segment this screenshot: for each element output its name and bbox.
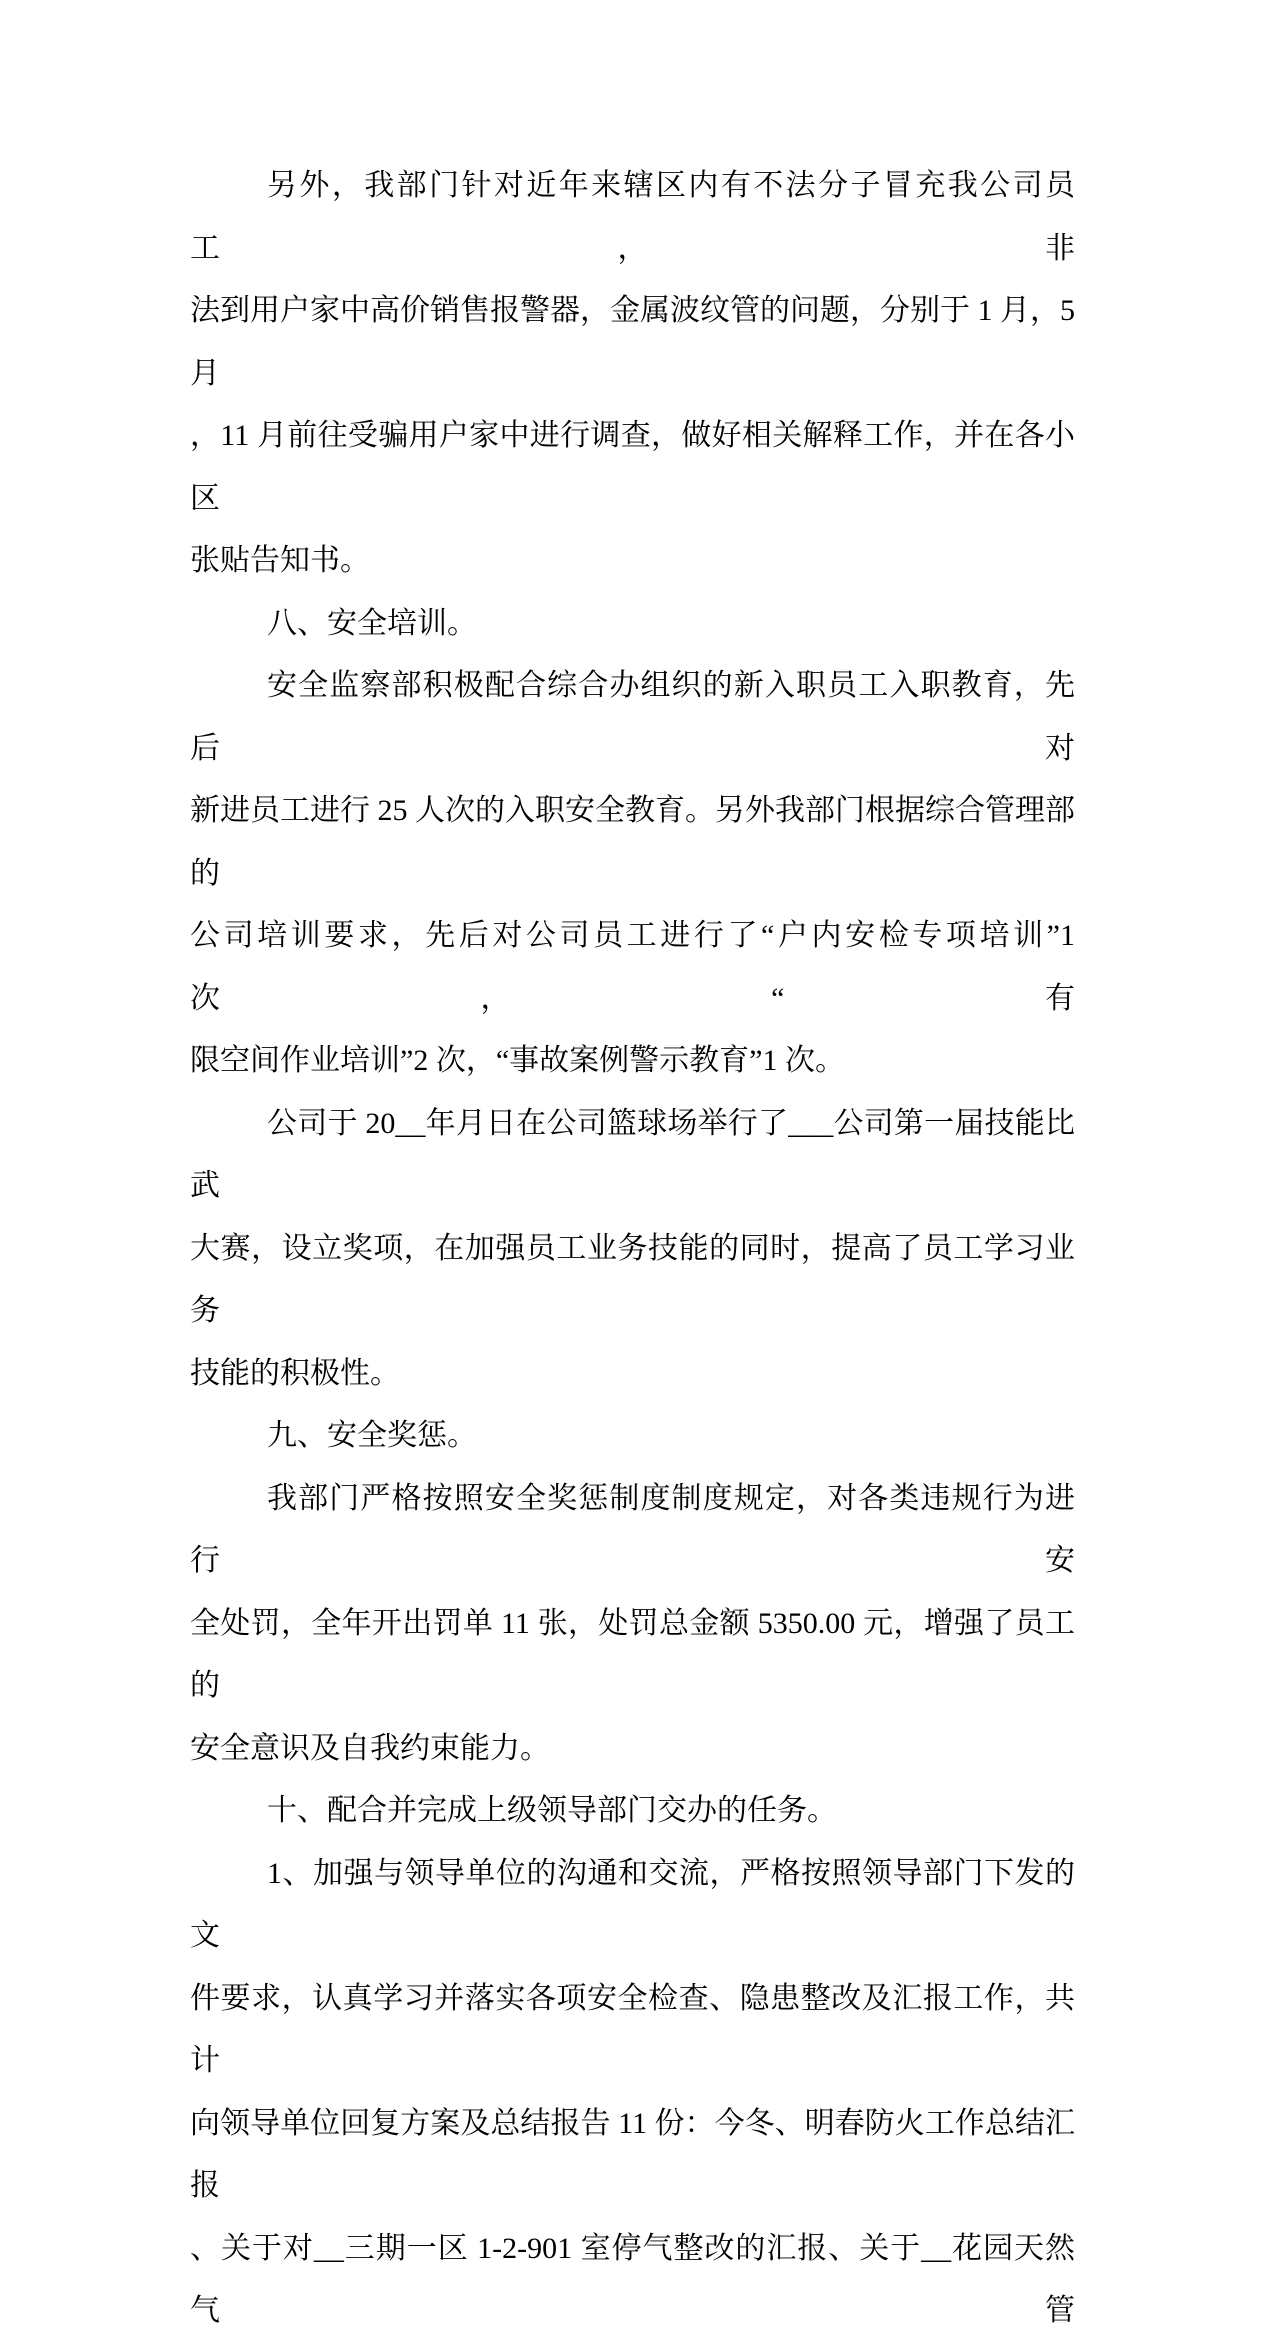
text-line: 安全意识及自我约束能力。 xyxy=(190,1731,550,1765)
paragraph xyxy=(190,593,1075,656)
document-body xyxy=(190,155,1075,2343)
text-line: 向领导单位回复方案及总结报告 11 份：今冬、明春防火工作总结汇报 xyxy=(190,2106,1075,2202)
text-line: 全处罚，全年开出罚单 11 张，处罚总金额 5350.00 元，增强了员工的 xyxy=(190,1606,1075,1702)
text-line: 限空间作业培训”2 次，“事故案例警示教育”1 次。 xyxy=(190,1044,845,1077)
text-line: ，11 月前往受骗用户家中进行调查，做好相关解释工作，并在各小区 xyxy=(190,419,1075,515)
text-line: 1、加强与领导单位的沟通和交流，严格按照领导部门下发的文 xyxy=(190,1856,1075,1952)
text-line: 九、安全奖惩。 xyxy=(267,1419,477,1452)
text-line: 八、安全培训。 xyxy=(267,606,477,640)
text-line: 法到用户家中高价销售报警器，金属波纹管的问题，分别于 1 月，5 月 xyxy=(190,294,1075,390)
text-line: 技能的积极性。 xyxy=(190,1356,400,1390)
paragraph xyxy=(190,1405,1075,1468)
text-line: 另外，我部门针对近年来辖区内有不法分子冒充我公司员工，非 xyxy=(190,169,1075,265)
text-line: 安全监察部积极配合综合办组织的新入职员工入职教育，先后对 xyxy=(190,669,1075,765)
paragraph xyxy=(190,1093,1075,1406)
text-line: 件要求，认真学习并落实各项安全检查、隐患整改及汇报工作，共计 xyxy=(190,1981,1075,2077)
text-line: 大赛，设立奖项，在加强员工业务技能的同时，提高了员工学习业务 xyxy=(190,1231,1075,1327)
text-line: 十、配合并完成上级领导部门交办的任务。 xyxy=(267,1794,837,1827)
paragraph xyxy=(190,1780,1075,1843)
paragraph xyxy=(190,1843,1075,2343)
text-line: 张贴告知书。 xyxy=(190,544,370,577)
text-line: 新进员工进行 25 人次的入职安全教育。另外我部门根据综合管理部的 xyxy=(190,794,1075,890)
text-line: 、关于对__三期一区 1-2-901 室停气整改的汇报、关于__花园天然气管 xyxy=(190,2231,1075,2327)
text-line: 公司于 20__年月日在公司篮球场举行了___公司第一届技能比武 xyxy=(190,1106,1075,1202)
paragraph xyxy=(190,655,1075,1093)
text-line: 公司培训要求，先后对公司员工进行了“户内安检专项培训”1 次，“有 xyxy=(190,919,1075,1015)
paragraph xyxy=(190,1468,1075,1781)
text-line: 我部门严格按照安全奖惩制度制度规定，对各类违规行为进行安 xyxy=(190,1481,1075,1577)
paragraph xyxy=(190,155,1075,593)
